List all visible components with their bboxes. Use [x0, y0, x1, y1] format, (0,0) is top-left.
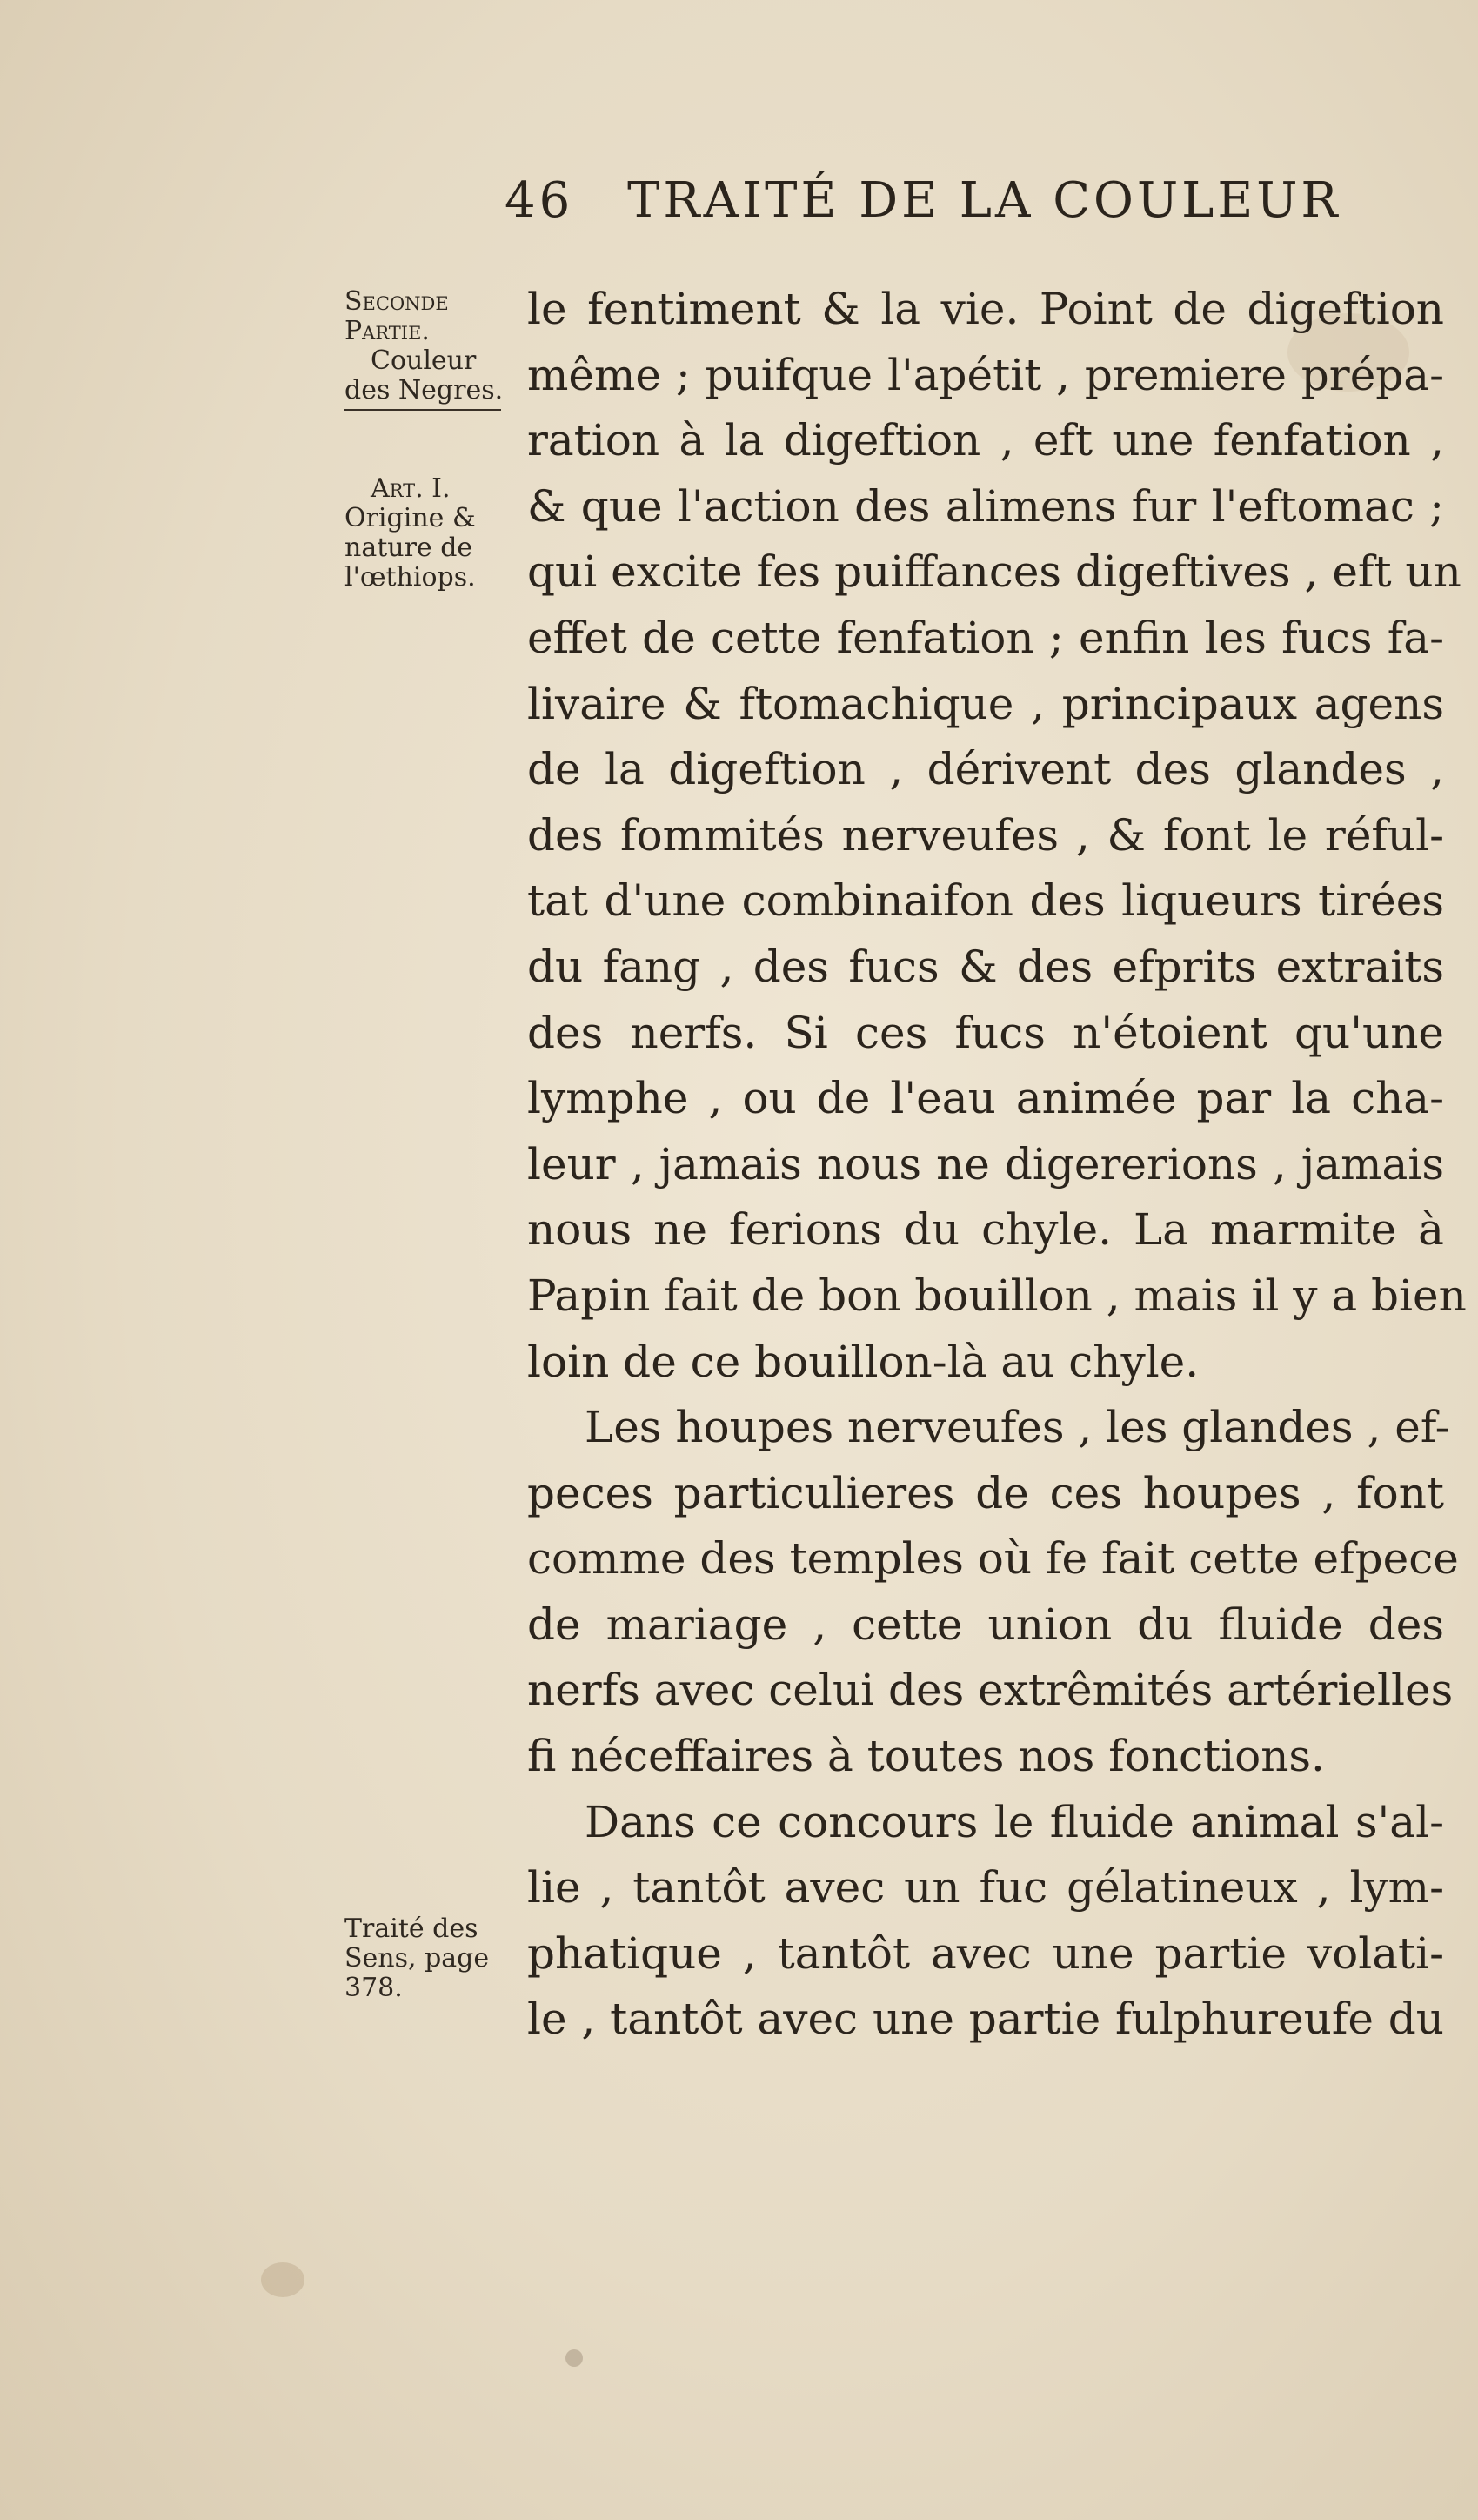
paper-stain	[565, 2349, 583, 2367]
body-text	[527, 277, 1467, 2053]
margin-line: Partie.	[344, 316, 430, 346]
text-line: lymphe , ou de l'eau animée par la cha-	[527, 1073, 1444, 1124]
margin-line: Sens, page	[344, 1943, 490, 1974]
text-line: tat d'une combinaifon des liqueurs tirées	[527, 875, 1444, 927]
text-line: des nerfs. Si ces fucs n'étoient qu'une	[527, 1007, 1444, 1058]
text-line: comme des temples où fe fait cette efpece	[527, 1533, 1459, 1585]
text-line: de la digeftion , dérivent des glandes ,	[527, 744, 1444, 795]
text-line: lie , tantôt avec un fuc gélatineux , lym-	[527, 1862, 1444, 1913]
text-line: fi néceffaires à toutes nos fonctions.	[527, 1731, 1325, 1782]
text-line: du fang , des fucs & des efprits extraits	[527, 941, 1444, 992]
text-line: loin de ce bouillon-là au chyle.	[527, 1336, 1200, 1387]
text-line: le fentiment & la vie. Point de digeftion	[527, 284, 1444, 334]
text-line: même ; puifque l'apétit , premiere prépa-	[527, 349, 1444, 400]
page-number: 46	[505, 172, 574, 229]
margin-line: nature de	[344, 533, 473, 563]
text-line: & que l'action des alimens fur l'eftomac ;	[527, 480, 1444, 532]
text-line: peces particulieres de ces houpes , font	[527, 1467, 1444, 1518]
margin-line: 378.	[344, 1973, 403, 2003]
margin-line: Origine &	[344, 503, 476, 533]
text-line: effet de cette fenfation ; enfin les fucs fa-	[527, 612, 1444, 663]
margin-rule	[344, 409, 501, 411]
text-line: phatique , tantôt avec une partie volati-	[527, 1927, 1444, 1979]
text-line: nerfs avec celui des extrêmités artérielles	[527, 1665, 1454, 1716]
text-line: Papin fait de bon bouillon , mais il y a bien	[527, 1270, 1467, 1321]
margin-line: Couleur	[371, 345, 477, 376]
text-line: nous ne ferions du chyle. La marmite à	[527, 1204, 1444, 1256]
margin-note-reference	[344, 1914, 527, 2003]
text-line: des fommités nerveufes , & font le réful-	[527, 809, 1444, 861]
text-line: Les houpes nerveufes , les glandes , ef-	[585, 1402, 1450, 1453]
text-line: de mariage , cette union du fluide des	[527, 1598, 1444, 1650]
margin-note-article	[344, 474, 527, 593]
margin-line: Art. I.	[371, 473, 451, 504]
text-line: livaire & ftomachique , principaux agens	[527, 678, 1444, 729]
running-title: TRAITÉ DE LA COULEUR	[627, 172, 1341, 229]
paper-stain	[261, 2262, 304, 2297]
text-line: leur , jamais nous ne digererions , jamais	[527, 1138, 1444, 1190]
text-line: le , tantôt avec une partie fulphureufe du	[527, 1994, 1444, 2045]
margin-line: Traité des	[344, 1913, 478, 1944]
margin-line: l'œthiops.	[344, 562, 476, 593]
margin-line: des Negres.	[344, 375, 504, 405]
margin-line: Seconde	[344, 286, 449, 317]
text-line: ration à la digeftion , eft une fenfation ,	[527, 415, 1444, 466]
running-header	[505, 172, 1374, 229]
margin-note-section	[344, 287, 527, 414]
text-line: qui excite fes puiffances digeftives , eft un	[527, 546, 1461, 598]
text-line: Dans ce concours le fluide animal s'al-	[585, 1796, 1444, 1847]
